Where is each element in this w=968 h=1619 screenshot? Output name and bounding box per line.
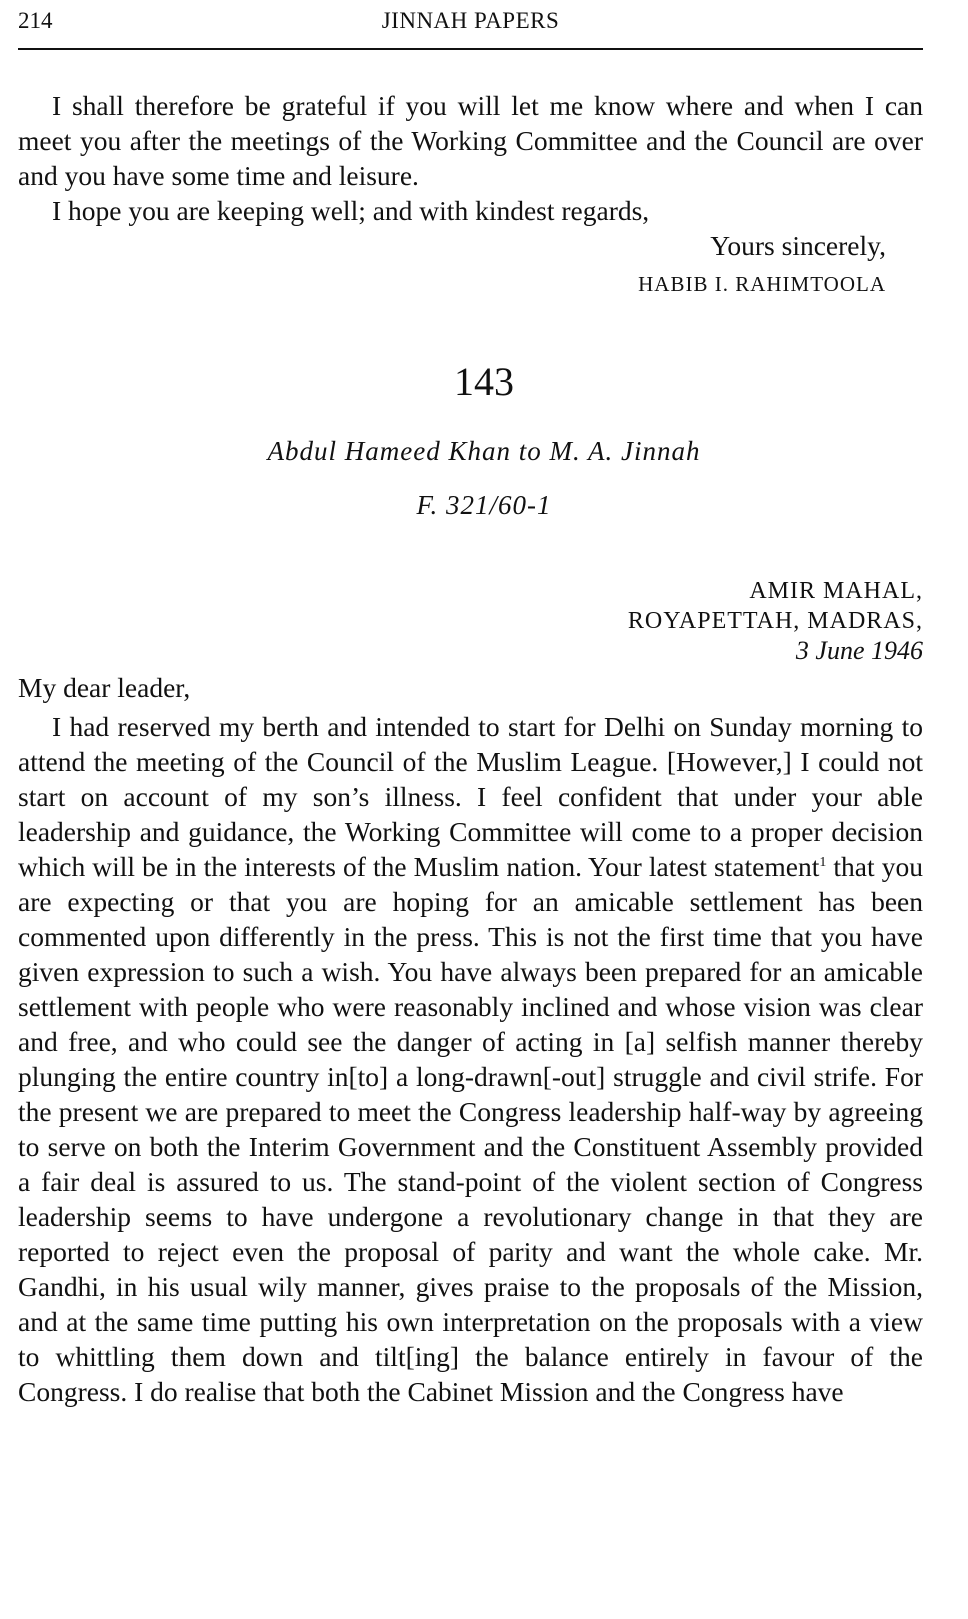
paragraph: I hope you are keeping well; and with kindest regards, [52, 195, 650, 226]
footnote-marker: 1 [819, 854, 827, 870]
signature: HABIB I. RAHIMTOOLA [638, 272, 886, 296]
paragraph: I shall therefore be grateful if you will let me know where and when I can meet you after the meetings of the Working Committee and the Council are over and you have some time and leisure. [18, 90, 923, 191]
salutation: My dear leader, [18, 672, 191, 703]
body-paragraph [18, 709, 923, 1409]
address-line: AMIR MAHAL, [749, 578, 923, 604]
letter-body [18, 709, 923, 1409]
page-header [18, 8, 923, 48]
address-line: ROYAPETTAH, MADRAS, [627, 608, 923, 634]
document-number: 143 [454, 359, 514, 404]
document-title: Abdul Hameed Khan to M. A. Jinnah [267, 436, 701, 466]
previous-letter-ending [18, 88, 923, 228]
letter-date: 3 June 1946 [795, 636, 923, 665]
body-text: I had reserved my berth and intended to start for Delhi on Sunday morning to attend the meeting of the Council of the Muslim League. [However,] I could not start on account of my son’s illness. I feel confident that under your able leadership and guidance, the Working Committee will come to a proper decision which will be in the interests of the Muslim nation. Your latest statement [18, 711, 923, 882]
document-reference: F. 321/60-1 [416, 490, 552, 520]
page-number: 214 [18, 8, 53, 33]
body-text: that you are expecting or that you are hoping for an amicable settlement has been commented upon differently in the press. This is not the first time that you have given expression to such a wish. You have always been prepared for an amicable settlement with people who were reasonably inclined and whose vision was clear and free, and who could see the danger of acting in [a] selfish manner thereby plunging the entire country in[to] a long-drawn[-out] struggle and civil strife. For the present we are prepared to meet the Congress leadership half-way by agreeing to serve on both the Interim Government and the Constituent Assembly provided a fair deal is assured to us. The stand-point of the violent section of Congress leadership seems to have undergone a revolutionary change in that they are reported to reject even the proposal of parity and want the whole cake. Mr. Gandhi, in his usual wily manner, gives praise to the proposals of the Mission, and at the same time putting his own interpretation on the proposals with a view to whittling them down and tilt[ing] the balance entirely in favour of the Congress. I do realise that both the Cabinet Mission and the Congress have [18, 851, 923, 1407]
letter-closing: Yours sincerely, [710, 230, 886, 261]
running-head: JINNAH PAPERS [381, 8, 560, 33]
header-rule [18, 48, 923, 50]
